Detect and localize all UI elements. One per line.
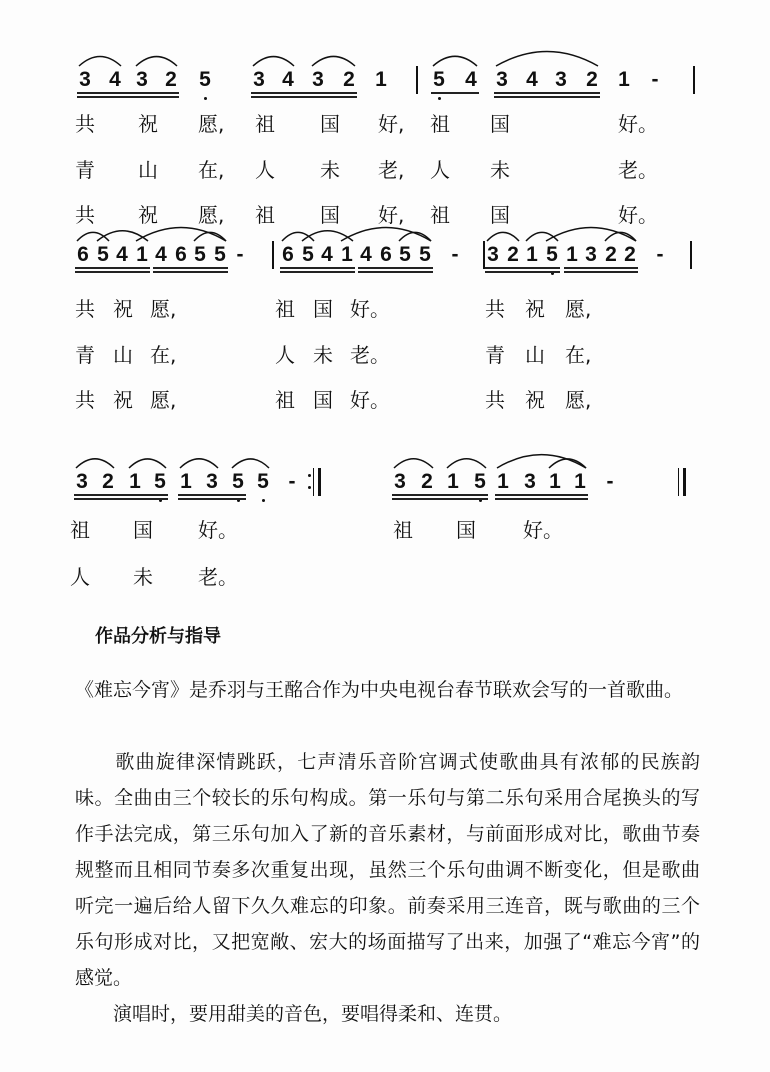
lyric-char: 山 [525,343,545,367]
note: 1 [497,470,509,493]
beam-underline [495,498,588,500]
lyric-char: 共 [75,388,95,412]
lyric-char: 在, [150,343,177,367]
lyric-char: 祝 [525,388,545,412]
bar-line [272,241,274,269]
slur [180,459,218,468]
lyric-char: 祝 [113,297,133,321]
lyric-char: 愿, [565,297,592,321]
slur [253,57,294,66]
bar-line [416,66,418,94]
note: 2 [507,243,519,266]
lyric-char: 共 [485,388,505,412]
lyric-char: 祝 [525,297,545,321]
slur [136,57,177,66]
slur [194,232,226,241]
beam-underline [251,96,357,98]
note-extension: - [451,243,459,266]
note: 5 [257,470,269,493]
note: 5 [474,470,486,493]
note: 4 [155,243,167,266]
lyric-char: 祝 [113,388,133,412]
note: 4 [282,68,294,91]
note: 3 [496,68,508,91]
lyric-char: 祖 [275,388,295,412]
lyric-char: 人 [430,158,450,182]
lyric-char: 好。 [618,112,658,136]
note: 6 [77,243,89,266]
lyric-char: 在, [565,343,592,367]
slur [399,232,431,241]
note: 4 [360,243,372,266]
note: 5 [546,243,558,266]
beam-underline [392,498,488,500]
note: 3 [394,470,406,493]
note: 5 [194,243,206,266]
note: 2 [605,243,617,266]
note: 1 [526,243,538,266]
beam-underline [251,92,357,94]
lyric-char: 愿, [150,297,177,321]
note: 3 [136,68,148,91]
bar-line [678,468,679,496]
note: 2 [421,470,433,493]
lyric-char: 国 [490,203,510,227]
beam-underline [564,267,638,269]
lyric-char: 老。 [350,343,390,367]
lyric-char: 好。 [618,203,658,227]
lyric-char: 人 [275,343,295,367]
slur [549,459,586,468]
beam-underline [74,494,168,496]
slur [394,459,433,468]
note: 5 [154,470,166,493]
note: 4 [526,68,538,91]
note: 5 [97,243,109,266]
slur [282,232,314,241]
slur [497,455,586,468]
bar-line [313,468,314,496]
beam-underline [358,267,433,269]
paragraph-singing: 演唱时，要用甜美的音色，要唱得柔和、连贯。 [75,1003,513,1025]
lyric-char: 好, [378,112,405,136]
bar-line [690,241,692,269]
lyric-char: 老。 [198,565,238,589]
note: 4 [116,243,128,266]
octave-dot [204,97,207,100]
lyric-char: 好。 [350,388,390,412]
note: 1 [618,68,630,91]
slur [341,228,431,242]
beam-underline [75,271,150,273]
lyric-char: 好。 [198,518,238,542]
slur [302,231,353,241]
note: 6 [175,243,187,266]
slur [487,232,519,241]
note: 2 [343,68,355,91]
note-extension: - [236,243,244,266]
section-heading: 作品分析与指导 [95,626,221,647]
note: 1 [549,470,561,493]
note: 5 [199,68,211,91]
note-extension: - [606,470,614,493]
note: 1 [574,470,586,493]
note: 1 [375,68,387,91]
lyric-char: 山 [113,343,133,367]
note: 5 [214,243,226,266]
beam-underline [564,271,638,273]
lyric-char: 愿, [198,112,225,136]
note: 5 [399,243,411,266]
note: 3 [555,68,567,91]
slur [526,232,558,241]
beam-underline [153,271,228,273]
slur [79,57,121,67]
octave-dot [262,499,265,502]
lyric-char: 国 [490,112,510,136]
lyric-char: 国 [320,112,340,136]
note: 3 [312,68,324,91]
note-extension: - [288,470,296,493]
lyric-char: 国 [313,388,333,412]
lyric-char: 祖 [70,518,90,542]
lyric-char: 国 [320,203,340,227]
note: 2 [586,68,598,91]
slur [496,52,598,67]
slur [232,459,269,468]
lyric-char: 祖 [255,203,275,227]
lyric-char: 愿, [198,203,225,227]
lyric-char: 老。 [618,158,658,182]
lyric-char: 国 [133,518,153,542]
note: 3 [76,470,88,493]
lyric-char: 未 [490,158,510,182]
lyric-char: 祖 [275,297,295,321]
beam-underline [485,267,560,269]
slur [97,231,148,241]
slur [136,228,226,242]
beam-underline [485,271,560,273]
note: 2 [102,470,114,493]
note-extension: - [651,68,659,91]
beam-underline [280,271,355,273]
beam-underline [77,96,179,98]
beam-underline [494,96,600,98]
note: 3 [206,470,218,493]
note: 1 [136,243,148,266]
note: 3 [487,243,499,266]
lyric-char: 祖 [255,112,275,136]
lyric-char: 愿, [150,388,177,412]
beam-underline [494,92,600,94]
lyric-char: 人 [70,565,90,589]
beam-underline [178,494,246,496]
lyric-char: 青 [485,343,505,367]
lyric-char: 未 [133,565,153,589]
bar-line [318,468,321,496]
beam-underline [74,498,168,500]
note: 5 [419,243,431,266]
paragraph-intro: 《难忘今宵》是乔羽与王酩合作为中央电视台春节联欢会写的一首歌曲。 [75,679,684,701]
note: 4 [321,243,333,266]
lyric-char: 国 [456,518,476,542]
beam-underline [431,92,479,94]
note: 1 [180,470,192,493]
note: 6 [380,243,392,266]
paragraph-analysis: 歌曲旋律深情跳跃，七声清乐音阶宫调式使歌曲具有浓郁的民族韵味。全曲由三个较长的乐句构成。第一乐句与第二乐句采用合尾换头的写作手法完成，第三乐句加入了新的音乐素材，与前面形成对比，歌曲节奏规整而且相同节奏多次重复出现，虽然三个乐句曲调不断变化，但是歌曲听完一遍后给人留下久久难忘的印象。前奏采用三连音，既与歌曲的三个乐句形成对比，又把宽敞、宏大的场面描写了出来，加强了“难忘今宵”的感觉。 [75,751,700,989]
note: 5 [232,470,244,493]
note: 1 [129,470,141,493]
note: 6 [282,243,294,266]
lyric-char: 祖 [393,518,413,542]
beam-underline [178,498,246,500]
slur [76,459,114,468]
slur [312,56,355,66]
repeat-dot [308,486,311,489]
lyric-char: 共 [75,203,95,227]
slur [433,56,477,66]
note: 2 [165,68,177,91]
note: 5 [302,243,314,266]
lyric-char: 好, [378,203,405,227]
note: 1 [341,243,353,266]
lyric-char: 人 [255,158,275,182]
lyric-char: 共 [485,297,505,321]
lyric-char: 祝 [138,203,158,227]
bar-line [683,468,686,496]
beam-underline [392,494,488,496]
lyric-char: 在, [198,158,225,182]
beam-underline [153,267,228,269]
lyric-char: 老, [378,158,405,182]
lyric-char: 愿, [565,388,592,412]
note: 4 [465,68,477,91]
lyric-char: 祝 [138,112,158,136]
beam-underline [280,267,355,269]
lyric-char: 未 [320,158,340,182]
lyric-char: 山 [138,158,158,182]
slur [605,232,636,241]
lyric-char: 国 [313,297,333,321]
note: 3 [524,470,536,493]
note: 2 [624,243,636,266]
note: 1 [566,243,578,266]
bar-line [483,241,485,269]
note: 1 [447,470,459,493]
slur [129,459,166,468]
beam-underline [358,271,433,273]
lyric-char: 祖 [430,203,450,227]
bar-line [693,66,695,94]
beam-underline [75,267,150,269]
lyric-char: 共 [75,112,95,136]
lyric-char: 青 [75,158,95,182]
lyric-char: 青 [75,343,95,367]
note: 4 [109,68,121,91]
note: 3 [585,243,597,266]
note: 5 [433,68,445,91]
note-extension: - [656,243,664,266]
lyric-char: 祖 [430,112,450,136]
lyric-char: 好。 [523,518,563,542]
lyric-char: 好。 [350,297,390,321]
lyric-char: 共 [75,297,95,321]
beam-underline [495,494,588,496]
note: 3 [253,68,265,91]
note: 3 [79,68,91,91]
slur [447,459,486,468]
lyric-char: 未 [313,343,333,367]
octave-dot [438,97,441,100]
repeat-dot [308,474,311,477]
slur [77,232,109,241]
slur [546,228,636,242]
beam-underline [77,92,179,94]
